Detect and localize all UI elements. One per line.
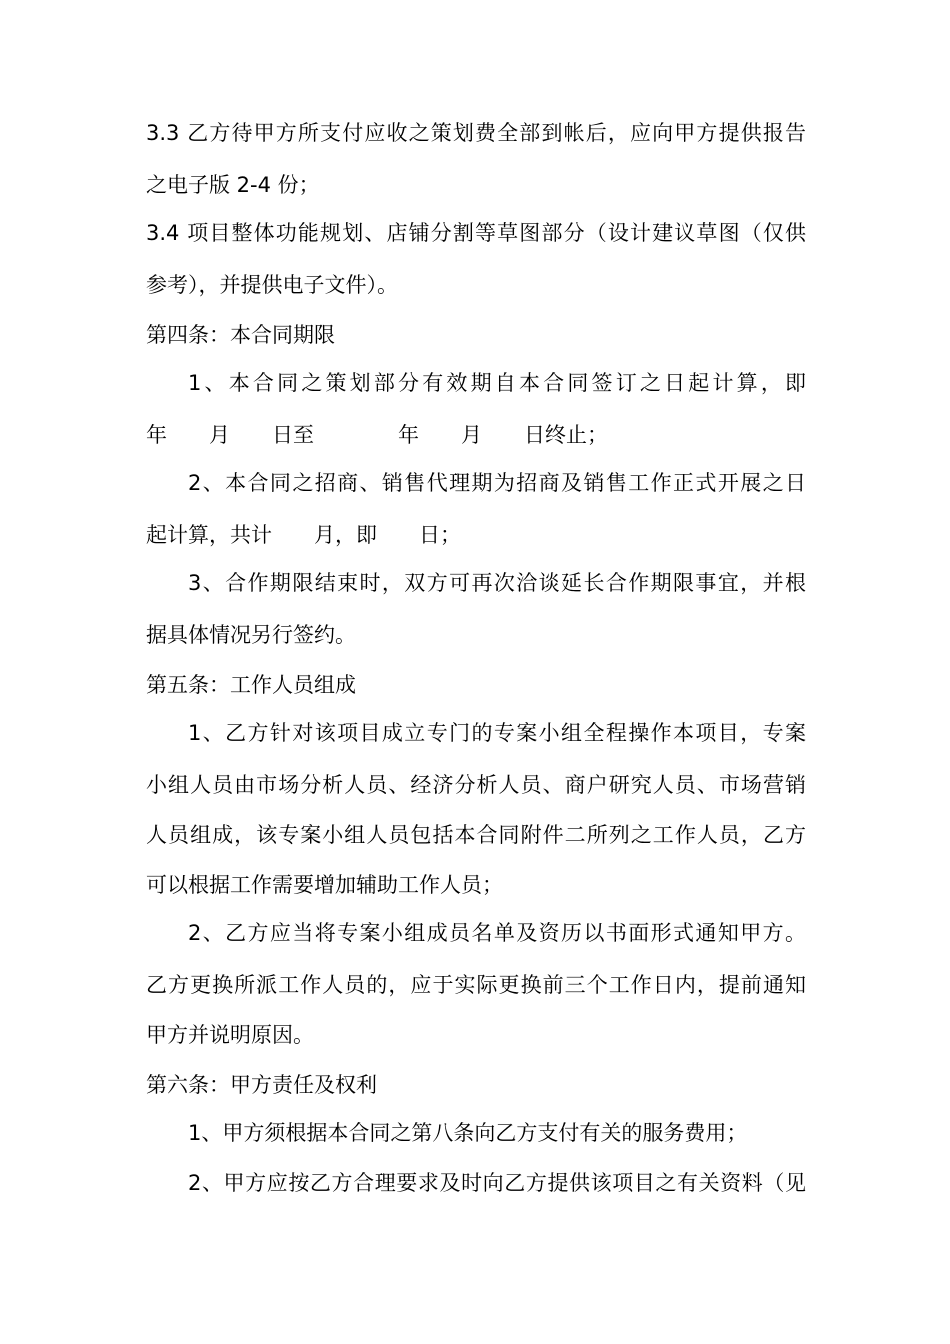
article-4-para-1-line-2: 年 月 日至 年 月 日终止； [146,423,608,447]
article-4-para-2-line-1: 2、本合同之招商、销售代理期为招商及销售工作正式开展之日 [188,471,806,495]
article-5-para-1-line-2: 小组人员由市场分析人员、经济分析人员、商户研究人员、市场营销 [146,773,806,797]
article-4-para-2-line-2: 起计算，共计 月，即 日； [146,523,461,547]
clause-3-3-line-2: 之电子版 2-4 份； [146,173,320,197]
article-4-heading: 第四条：本合同期限 [146,323,335,347]
article-6-para-2-line-1: 2、甲方应按乙方合理要求及时向乙方提供该项目之有关资料（见 [188,1171,806,1195]
article-6-para-1-line-1: 1、甲方须根据本合同之第八条向乙方支付有关的服务费用； [188,1121,748,1145]
article-5-para-2-line-1: 2、乙方应当将专案小组成员名单及资历以书面形式通知甲方。 [188,921,806,945]
article-6-heading: 第六条：甲方责任及权利 [146,1073,377,1097]
article-5-heading: 第五条：工作人员组成 [146,673,356,697]
article-4-para-3-line-2: 据具体情况另行签约。 [146,623,356,647]
article-4-para-3-line-1: 3、合作期限结束时，双方可再次洽谈延长合作期限事宜，并根 [188,571,806,595]
article-4-para-1-line-1: 1、本合同之策划部分有效期自本合同签订之日起计算，即 [188,371,806,395]
clause-3-4-line-2: 参考），并提供电子文件）。 [146,273,398,297]
article-5-para-1-line-1: 1、乙方针对该项目成立专门的专案小组全程操作本项目，专案 [188,721,806,745]
article-5-para-2-line-3: 甲方并说明原因。 [146,1023,314,1047]
clause-3-3-line-1: 3.3 乙方待甲方所支付应收之策划费全部到帐后，应向甲方提供报告 [146,121,806,145]
article-5-para-1-line-3: 人员组成，该专案小组人员包括本合同附件二所列之工作人员，乙方 [146,823,806,847]
article-5-para-1-line-4: 可以根据工作需要增加辅助工作人员； [146,873,503,897]
article-5-para-2-line-2: 乙方更换所派工作人员的，应于实际更换前三个工作日内，提前通知 [146,973,806,997]
clause-3-4-line-1: 3.4 项目整体功能规划、店铺分割等草图部分（设计建议草图（仅供 [146,221,806,245]
